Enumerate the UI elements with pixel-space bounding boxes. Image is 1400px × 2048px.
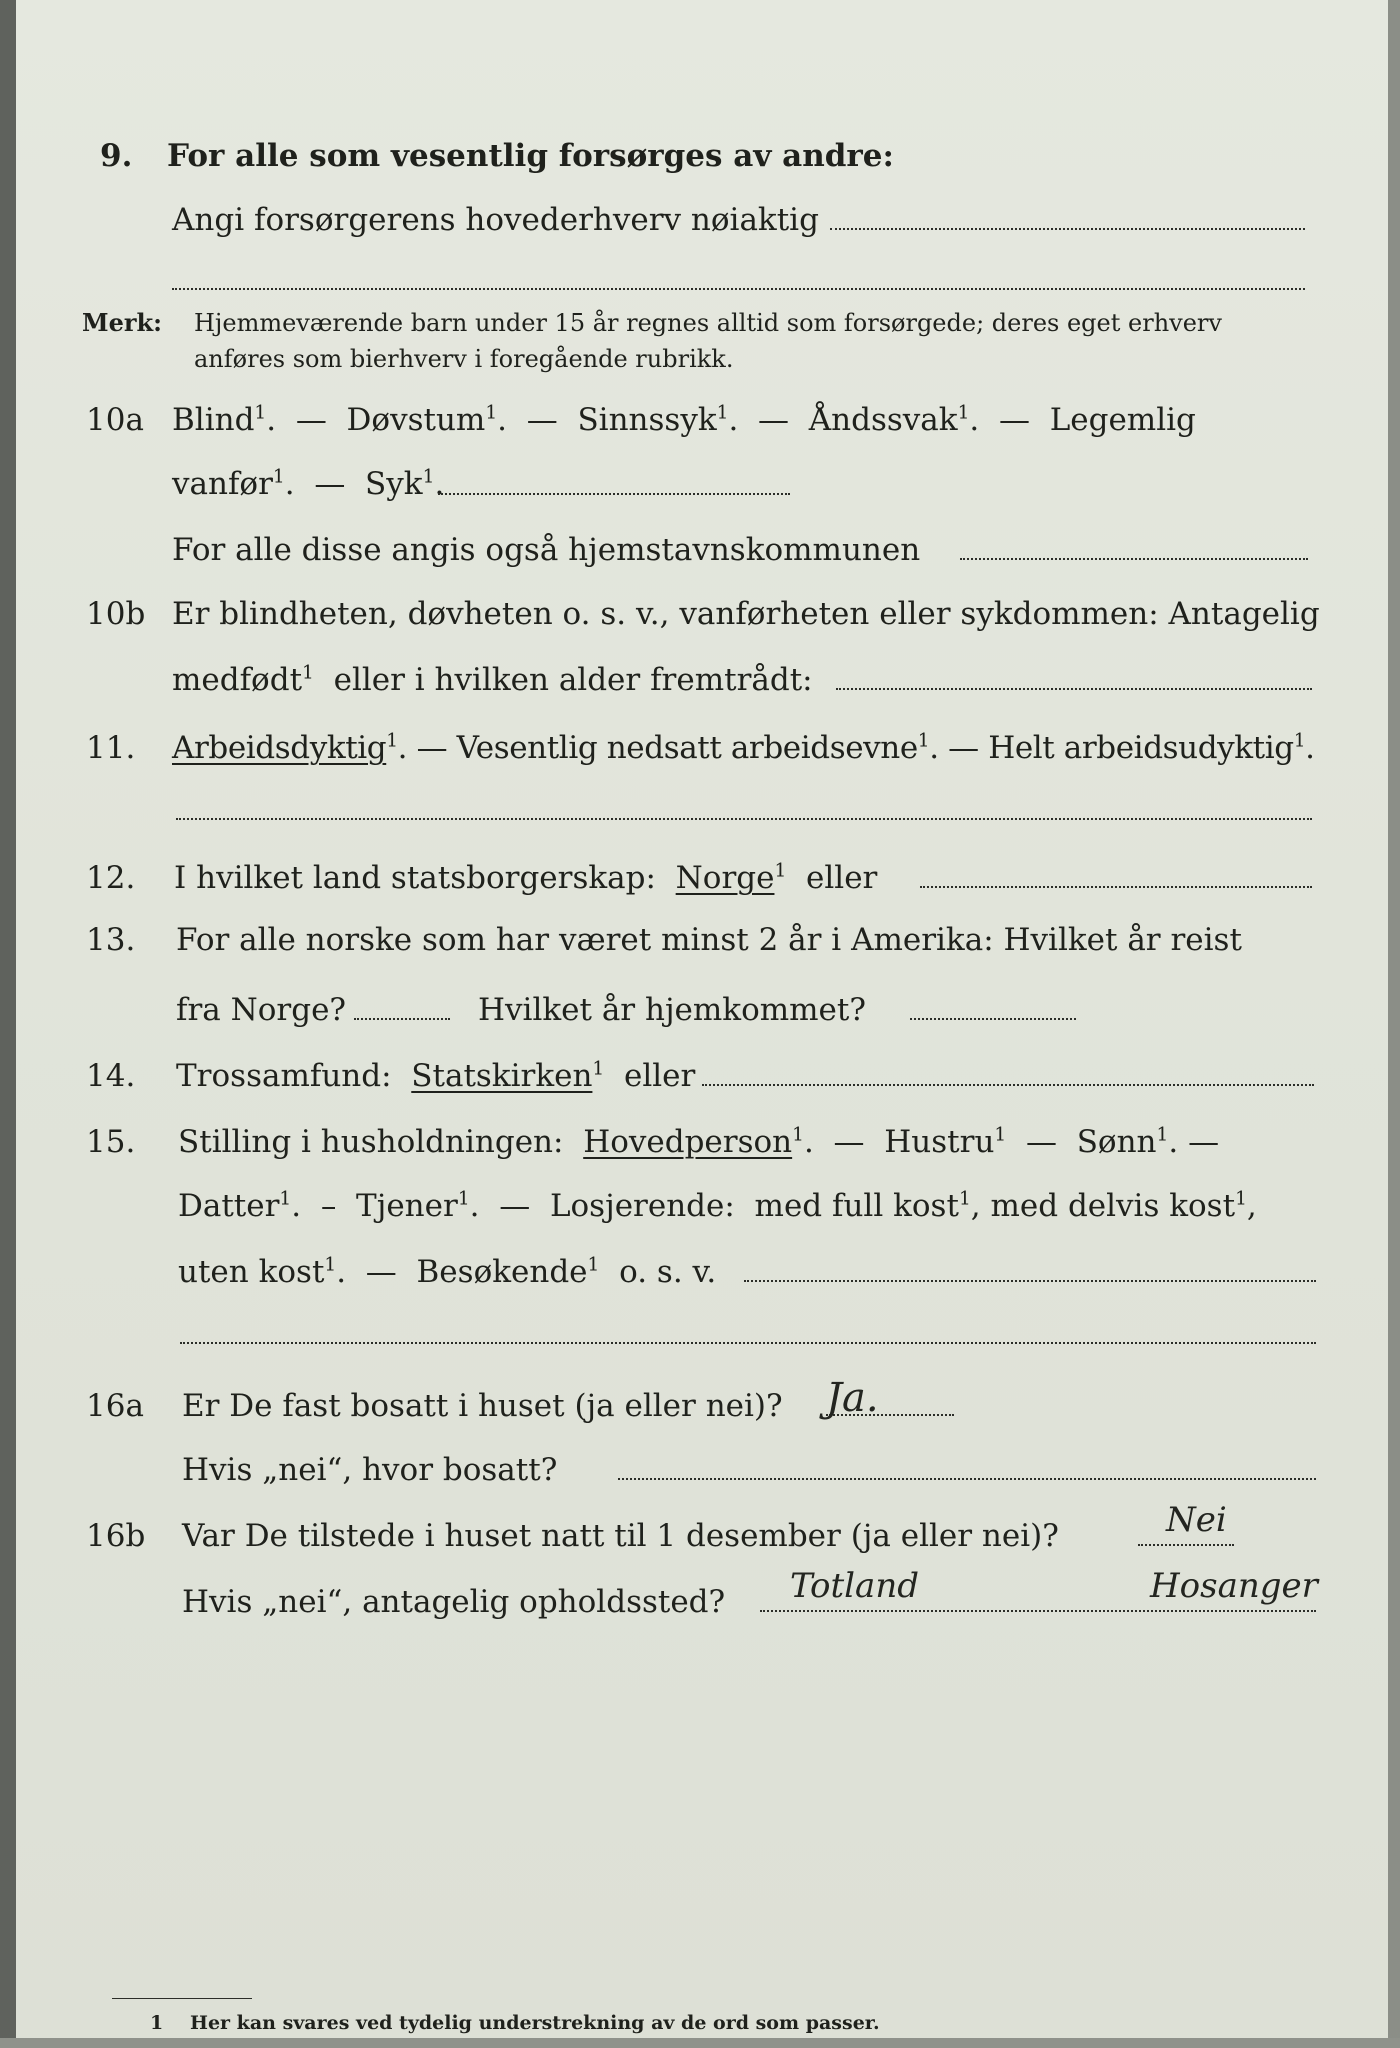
footnote-ref: 1: [485, 402, 498, 424]
q13-number: 13.: [86, 922, 136, 958]
q15-fullkost[interactable]: med full kost: [754, 1188, 959, 1224]
q15-answer-line-2[interactable]: [180, 1342, 1316, 1344]
q10a-andssvak[interactable]: Åndssvak: [808, 402, 958, 438]
q15-answer-line-1[interactable]: [744, 1280, 1316, 1282]
q11-helt[interactable]: Helt arbeidsudyktig: [988, 730, 1294, 766]
q14-eller[interactable]: eller: [623, 1058, 696, 1094]
q15-utenkost[interactable]: uten kost: [178, 1254, 325, 1290]
q15-sonn[interactable]: Sønn: [1076, 1124, 1157, 1160]
q10a-number: 10a: [86, 402, 144, 438]
q14-text: Trossamfund:: [176, 1058, 392, 1094]
q10b-medfodt[interactable]: medfødt: [172, 662, 303, 698]
footnote-ref: 1: [1293, 730, 1306, 752]
note-line1: Hjemmeværende barn under 15 år regnes alltid som forsørgede; deres eget erhverv: [194, 309, 1222, 337]
footnote-ref: 1: [792, 1124, 804, 1146]
q14-statskirken[interactable]: Statskirken: [411, 1058, 593, 1094]
q16b-answer-line-2[interactable]: [760, 1610, 1316, 1612]
q15-osv: o. s. v.: [619, 1254, 717, 1290]
footnote-ref: 1: [302, 662, 314, 684]
q10a-dovstum[interactable]: Døvstum: [346, 402, 486, 438]
q11-number: 11.: [86, 730, 136, 766]
q13-hjem-answer-line[interactable]: [910, 1018, 1076, 1020]
q16b-number: 16b: [86, 1518, 146, 1554]
q15-number: 15.: [86, 1124, 136, 1160]
q15-hovedperson[interactable]: Hovedperson: [583, 1124, 793, 1160]
q12-number: 12.: [86, 860, 136, 896]
q12-answer-line[interactable]: [920, 886, 1312, 888]
q13-fra: fra Norge?: [176, 992, 347, 1028]
q11-arbeidsdyktig[interactable]: Arbeidsdyktig: [172, 730, 387, 766]
q9-answer-line-2[interactable]: [172, 288, 1305, 290]
q9-line2: Angi forsørgerens hovederhverv nøiaktig: [172, 202, 819, 238]
footnote-ref: 1: [324, 1254, 337, 1276]
q15-besokende[interactable]: Besøkende: [416, 1254, 588, 1290]
note-line2: anføres som bierhverv i foregående rubrikk.: [194, 345, 734, 373]
q11-answer-line[interactable]: [176, 818, 1312, 820]
footnote-ref: 1: [958, 1188, 971, 1210]
q14-line1: [176, 1054, 695, 1098]
q15-hustru[interactable]: Hustru: [884, 1124, 995, 1160]
q15-line2: Datter$^1$. – Tjener$^1$. — Losjerende: med full kost$^1$, med delvis kost$^1$,: [178, 1188, 1257, 1224]
q16a-line1: Er De fast bosatt i huset (ja eller nei)?: [182, 1388, 783, 1424]
q16a-number: 16a: [86, 1388, 144, 1424]
footnote-ref: 1: [386, 730, 398, 752]
q9-number: 9.: [100, 138, 133, 174]
q15-datter[interactable]: Datter: [178, 1188, 280, 1224]
q15-text: Stilling i husholdningen:: [178, 1124, 564, 1160]
q15-delviskost[interactable]: med delvis kost: [990, 1188, 1236, 1224]
footnote-mark: 1: [150, 2012, 164, 2034]
q15-tjener[interactable]: Tjener: [356, 1188, 458, 1224]
q10b-line1: Er blindheten, døvheten o. s. v., vanførheten eller sykdommen: Antagelig: [172, 596, 1320, 632]
scan-edge-left: [0, 0, 16, 2048]
footnote-ref: 1: [457, 1188, 470, 1210]
q10a-line3: For alle disse angis også hjemstavnskommunen: [172, 532, 921, 568]
q16b-line2: Hvis „nei“, antagelig opholdssted?: [182, 1584, 726, 1620]
q12-eller[interactable]: eller: [806, 860, 878, 896]
footnote-rule: [112, 1998, 252, 1999]
footnote-ref: 1: [1235, 1188, 1247, 1210]
q14-number: 14.: [86, 1058, 136, 1094]
q11-line1: Arbeidsdyktig$^1$. — Vesentlig nedsatt arbeidsevne$^1$. — Helt arbeidsudyktig$^1$.: [172, 730, 1315, 766]
scan-edge-bottom: [0, 2038, 1400, 2048]
q16a-handwritten-answer[interactable]: Ja.: [826, 1375, 879, 1421]
q10a-syk-answer-line[interactable]: [438, 493, 790, 495]
q10b-line2: [172, 658, 813, 702]
footnote-ref: 1: [422, 466, 435, 488]
q16b-handwritten-answer-2b[interactable]: Hosanger: [1150, 1566, 1318, 1606]
q16a-answer-line-2[interactable]: [618, 1478, 1316, 1480]
q10a-legemlig[interactable]: Legemlig: [1049, 402, 1196, 438]
q16b-handwritten-answer-2a[interactable]: Totland: [790, 1566, 919, 1606]
q9-answer-line-1[interactable]: [830, 228, 1305, 230]
q13-hjem: Hvilket år hjemkommet?: [478, 992, 866, 1028]
q13-line1: For alle norske som har været minst 2 år i Amerika: Hvilket år reist: [176, 922, 1242, 958]
q10b-line2-rest: eller i hvilken alder fremtrådt:: [333, 662, 813, 698]
q10a-line1: Blind$^1$. — Døvstum$^1$. — Sinnssyk$^1$. — Åndssvak$^1$. — Legemlig: [172, 402, 1196, 438]
footnote-ref: 1: [272, 466, 285, 488]
q12-line1: [174, 856, 877, 900]
q10b-number: 10b: [86, 596, 146, 632]
q16b-answer-line-1[interactable]: [1138, 1544, 1234, 1546]
q12-norge[interactable]: Norge: [675, 860, 775, 896]
footnote-ref: 1: [592, 1058, 605, 1080]
note-label: Merk:: [82, 308, 162, 337]
q16b-handwritten-answer-1[interactable]: Nei: [1166, 1500, 1227, 1540]
q14-answer-line[interactable]: [702, 1084, 1314, 1086]
footnote-ref: 1: [917, 730, 930, 752]
q10a-blind[interactable]: Blind: [172, 402, 255, 438]
q16a-line2: Hvis „nei“, hvor bosatt?: [182, 1452, 558, 1488]
q15-line1: Stilling i husholdningen: Hovedperson$^1$. — Hustru$^1$ — Sønn$^1$. —: [178, 1124, 1220, 1160]
footnote-ref: 1: [957, 402, 970, 424]
q10a-line2: vanfør$^1$. — Syk$^1$.: [172, 466, 445, 502]
footnote-ref: 1: [716, 402, 729, 424]
q16b-line1: Var De tilstede i huset natt til 1 desember (ja eller nei)?: [182, 1518, 1059, 1554]
footnote-ref: 1: [774, 860, 787, 882]
footnote-ref: 1: [587, 1254, 600, 1276]
footnote-ref: 1: [1156, 1124, 1169, 1146]
scan-edge-right: [1388, 0, 1400, 2048]
q10a-syk[interactable]: Syk: [365, 466, 423, 502]
q15-losjerende: Losjerende:: [549, 1188, 735, 1224]
footnote-ref: 1: [279, 1188, 292, 1210]
footnote-ref: 1: [994, 1124, 1007, 1146]
q13-fra-answer-line[interactable]: [354, 1018, 450, 1020]
q10a-vanfor[interactable]: vanfør: [172, 466, 273, 502]
q9-line1: For alle som vesentlig forsørges av andre:: [167, 138, 894, 174]
q10b-answer-line[interactable]: [836, 688, 1312, 690]
footnote-text: Her kan svares ved tydelig understrekning av de ord som passer.: [190, 2012, 880, 2034]
q11-vesentlig[interactable]: Vesentlig nedsatt arbeidsevne: [456, 730, 918, 766]
footnote-ref: 1: [254, 402, 267, 424]
q10a-sinnssyk[interactable]: Sinnssyk: [577, 402, 717, 438]
q12-text: I hvilket land statsborgerskap:: [174, 860, 656, 896]
q10a-hjemstavn-answer-line[interactable]: [960, 558, 1308, 560]
q15-line3: uten kost$^1$. — Besøkende$^1$ o. s. v.: [178, 1254, 717, 1290]
